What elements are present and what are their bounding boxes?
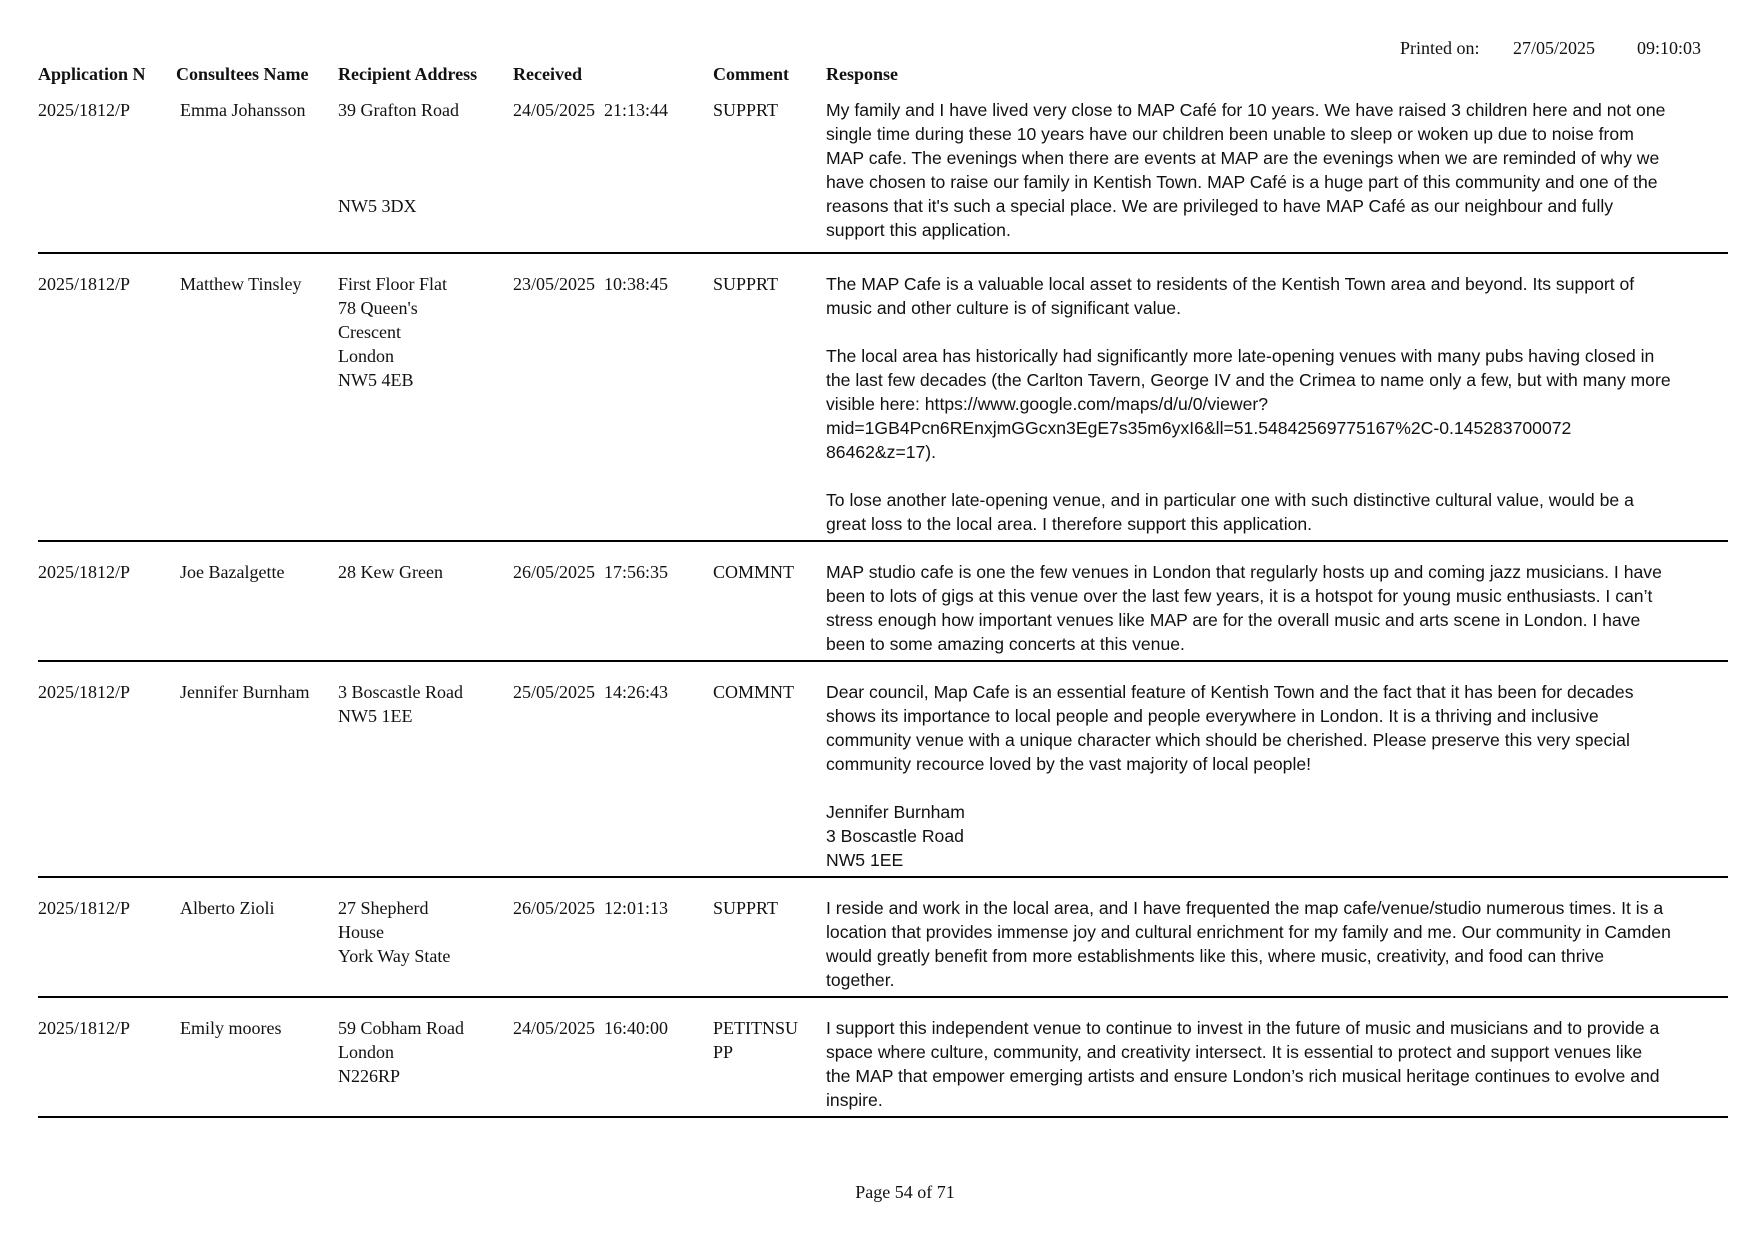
comment-type: PETITNSUPP (713, 1018, 798, 1062)
comment-type: COMMNT (713, 562, 795, 582)
table-row (38, 662, 1728, 878)
response-text: My family and I have lived very close to MAP Café for 10 years. We have raised 3 children here and not one single time during these 10 years have our children been unable to sleep or woken up due to noise from MAP cafe. The evenings when there are events at MAP are the evenings when we are reminded of why we have chosen to raise our family in Kentish Town. MAP Café is a huge part of this community and one of the reasons that it's such a special place. We are privileged to have MAP Café as our neighbour and fully support this application. (826, 100, 1666, 240)
received-datetime: 24/05/2025 16:40:00 (513, 1018, 669, 1038)
application-number: 2025/1812/P (38, 682, 131, 702)
response-text: MAP studio cafe is one the few venues in London that regularly hosts up and coming jazz musicians. I have been to lots of gigs at this venue over the last few years, it is a hotspot for young music enthusiasts. I can’t stress enough how important venues like MAP are for the overall music and arts scene in London. I have been to some amazing concerts at this venue. (826, 562, 1662, 654)
printed-date: 27/05/2025 (1513, 38, 1596, 58)
consultee-name: Joe Bazalgette (180, 562, 285, 582)
consultee-name: Matthew Tinsley (180, 274, 302, 294)
header-response: Response (826, 64, 899, 84)
table-row (38, 542, 1728, 662)
recipient-address: 28 Kew Green (338, 562, 443, 582)
received-datetime: 24/05/2025 21:13:44 (513, 100, 669, 120)
received-datetime: 23/05/2025 10:38:45 (513, 274, 669, 294)
recipient-address: 59 Cobham Road London N226RP (338, 1018, 464, 1086)
response-text: I reside and work in the local area, and I have frequented the map cafe/venue/studio numerous times. It is a location that provides immense joy and cultural enrichment for my family and me. Our community in Camden would greatly benefit from more establishments like this, where music, creativity, and food can thrive together. (826, 898, 1671, 990)
header-consultee: Consultees Name (176, 64, 309, 84)
comment-type: SUPPRT (713, 898, 778, 918)
comment-type: SUPPRT (713, 100, 778, 120)
consultee-name: Emma Johansson (180, 100, 306, 120)
table-row (38, 98, 1728, 254)
printed-label: Printed on: (1400, 38, 1480, 58)
recipient-address: 27 Shepherd House York Way State (338, 898, 451, 966)
page-number: Page 54 of 71 (855, 1182, 955, 1202)
response-text: The MAP Cafe is a valuable local asset to residents of the Kentish Town area and beyond. Its support of music and other culture is of significant value. The local area has historically had significantly more late-opening venues with many pubs having closed in the last few decades (the Carlton Tavern, George IV and the Crimea to name only a few, but with many more visible here: https://www.google.com/maps/d/u/0/viewer? mid=1GB4Pcn6REnxjmGGcxn3EgE7s35m6yxI6&ll=51.54842569775167%2C-0.145283700072 86462&z=17). To lose another late-opening venue, and in particular one with such distinctive cultural value, would be a great loss to the local area. I therefore support this application. (826, 274, 1671, 534)
comment-type: SUPPRT (713, 274, 778, 294)
recipient-address: 3 Boscastle Road NW5 1EE (338, 682, 463, 726)
application-number: 2025/1812/P (38, 562, 131, 582)
header-comment: Comment (713, 64, 789, 84)
table-header (38, 64, 1728, 88)
comment-type: COMMNT (713, 682, 795, 702)
consultee-name: Jennifer Burnham (180, 682, 310, 702)
table-row (38, 254, 1728, 542)
received-datetime: 26/05/2025 17:56:35 (513, 562, 669, 582)
application-number: 2025/1812/P (38, 100, 131, 120)
consultee-name: Emily moores (180, 1018, 282, 1038)
response-text: Dear council, Map Cafe is an essential feature of Kentish Town and the fact that it has been for decades shows its importance to local people and people everywhere in London. It is a thriving and inclusive community venue with a unique character which should be cherished. Please preserve this very special community recource loved by the vast majority of local people! Jennifer Burnham 3 Boscastle Road NW5 1EE (826, 682, 1634, 870)
consultee-name: Alberto Zioli (180, 898, 275, 918)
received-datetime: 26/05/2025 12:01:13 (513, 898, 669, 918)
application-number: 2025/1812/P (38, 898, 131, 918)
header-received: Received (513, 64, 582, 84)
printed-time: 09:10:03 (1637, 38, 1702, 58)
table-row (38, 998, 1728, 1118)
application-number: 2025/1812/P (38, 1018, 131, 1038)
header-application: Application N (38, 64, 146, 84)
application-number: 2025/1812/P (38, 274, 131, 294)
header-address: Recipient Address (338, 64, 478, 84)
table-row (38, 878, 1728, 998)
received-datetime: 25/05/2025 14:26:43 (513, 682, 669, 702)
recipient-address: 39 Grafton Road NW5 3DX (338, 100, 459, 216)
consultation-table (38, 98, 1728, 1118)
recipient-address: First Floor Flat 78 Queen's Crescent London NW5 4EB (338, 274, 448, 390)
response-text: I support this independent venue to continue to invest in the future of music and musicians and to provide a space where culture, community, and creativity intersect. It is essential to protect and support venues like the MAP that empower emerging artists and ensure London’s rich musical heritage continues to evolve and inspire. (826, 1018, 1660, 1110)
